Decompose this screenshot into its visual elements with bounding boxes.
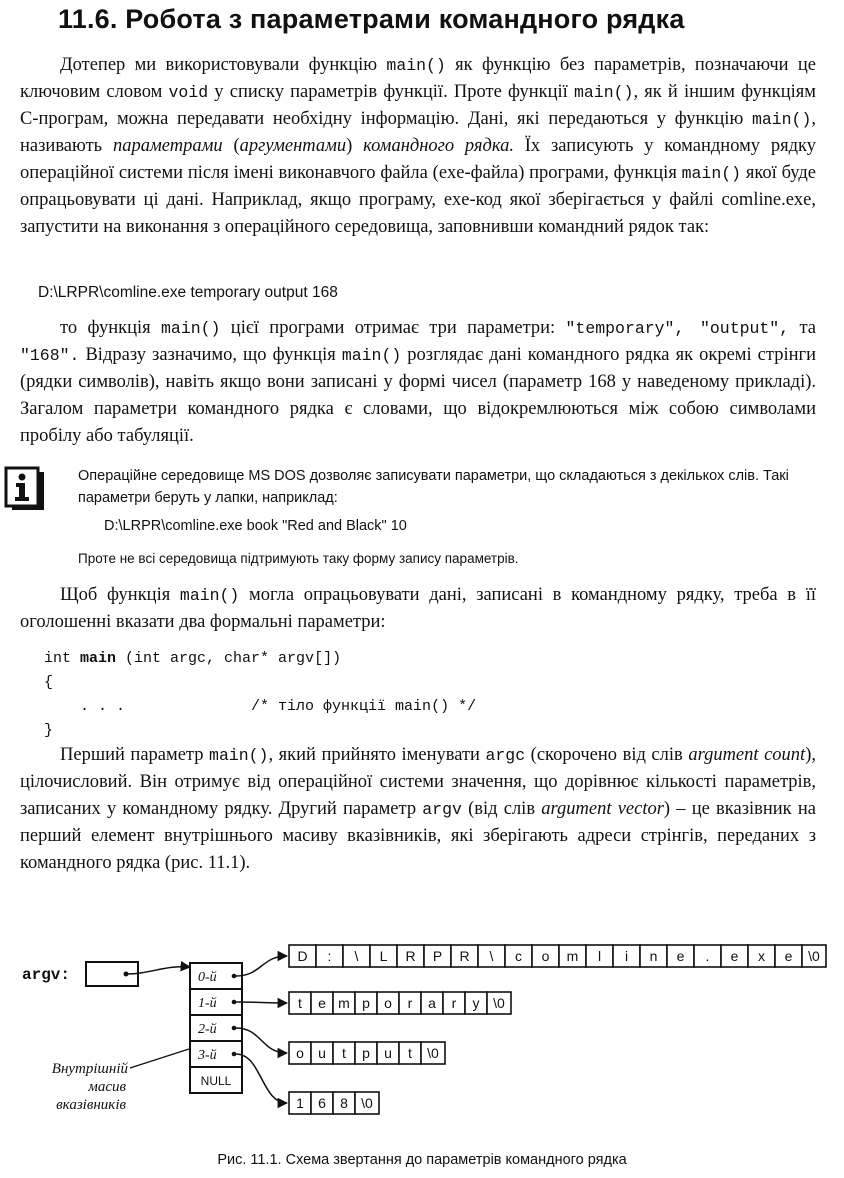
code-inline: void <box>168 83 209 102</box>
argv-memory-diagram <box>0 925 844 1145</box>
text: ( <box>222 136 240 156</box>
text: , який прийнято іменувати <box>268 745 486 765</box>
code-inline: main() <box>681 164 742 183</box>
text: та <box>789 318 816 338</box>
pointer-dot <box>232 1000 237 1005</box>
pointer-dot <box>232 974 237 979</box>
code-inline: main() <box>209 746 269 765</box>
text: розглядає дані командного рядка як окремі стрінги (рядки символів), навіть якщо вони записані у формі чисел (параметр 168 у наведеному прикладі). Загалом параметри командного рядка є словами, що відокремлюються між собою символами пробілу або табуляції. <box>20 345 816 446</box>
argv-label: argv: <box>22 966 71 984</box>
string-char: e <box>676 948 685 964</box>
string-char: \0 <box>493 995 505 1011</box>
text: , як й іншим функціям С-програм, можна передавати необхідну інформацію. Дані, які передаються у функцію <box>20 82 817 129</box>
code-inline: main() <box>161 319 221 338</box>
string-char: \0 <box>808 948 820 964</box>
side-label-line: Внутрішній <box>51 1061 128 1077</box>
code-inline: main() <box>751 110 812 129</box>
string-char: t <box>342 1045 346 1061</box>
string-char: \0 <box>361 1095 373 1111</box>
string-char: i <box>624 948 629 964</box>
string-char: a <box>428 995 436 1011</box>
string-char: t <box>408 1045 412 1061</box>
pointer-slot-label: 1-й <box>198 996 217 1011</box>
text: , називають <box>20 109 816 156</box>
string-char: . <box>705 948 710 964</box>
text: Дотепер ми використовували функцію <box>60 55 387 75</box>
note-command-example: D:\LRPR\comline.exe book "Red and Black" 10 <box>104 518 407 534</box>
string-char: L <box>379 948 388 964</box>
pointer-slot-label: NULL <box>200 1074 232 1088</box>
code-line: { <box>44 674 54 691</box>
string-char: o <box>296 1045 304 1061</box>
code-inline: main() <box>386 56 446 75</box>
string-char: c <box>515 948 522 964</box>
code-inline: main() <box>341 346 402 365</box>
string-char: D <box>297 948 308 964</box>
text: як функцію без параметрів, позначаючи це ключовим словом <box>20 55 817 102</box>
text: (скорочено від слів <box>525 745 689 765</box>
side-label-leader <box>130 1049 189 1068</box>
code-inline: "168". <box>20 346 80 365</box>
string-char: \ <box>489 948 494 964</box>
paragraph-argc-argv <box>20 742 816 877</box>
string-char: P <box>432 948 443 964</box>
text: ) – це вказівник на перший елемент внутрішнього масиву вказівників, які зберігають адреси стрінгів, переданих з командного рядка (рис. 11.1). <box>20 799 816 873</box>
string-char: e <box>784 948 793 964</box>
code-line: int main (int argc, char* argv[]) <box>44 650 342 667</box>
string-char: p <box>362 1045 370 1061</box>
section-heading: 11.6. Робота з параметрами командного рядка <box>58 4 685 34</box>
figure-caption: Рис. 11.1. Схема звертання до параметрів командного рядка <box>217 1152 627 1168</box>
italic-term: argument count <box>688 745 806 765</box>
note-text: Операційне середовище MS DOS дозволяє записувати параметри, що складаються з декількох слів. Такі параметри беруть у лапки, наприклад: <box>78 468 789 506</box>
pointer-arrow <box>236 956 287 976</box>
italic-term: аргументами <box>239 136 347 156</box>
code-inline: argv <box>422 800 462 819</box>
italic-term: параметрами <box>112 136 223 156</box>
text: ), цілочисловий. Він отримує від операційної системи значення, що дорівнює кількості параметрів, записаних у командному рядку. Другий параметр <box>20 745 816 819</box>
text: ) <box>346 136 364 156</box>
text: цієї програми отримає три параметри: <box>220 318 566 338</box>
text: (від слів <box>461 799 542 819</box>
string-char: l <box>597 948 602 964</box>
text: якої буде опрацьовувати ці дані. Наприклад, якщо програму, exe-код якої зберігається у файлі comline.exe, запустити на виконання з операційного середовища, заповнивши командний рядок так: <box>20 163 816 237</box>
code-block <box>44 647 476 743</box>
string-char: r <box>451 995 457 1011</box>
text: у списку параметрів функції. Проте функції <box>208 82 575 102</box>
string-char: p <box>362 995 370 1011</box>
text: Перший параметр <box>60 745 210 765</box>
code-inline: argc <box>485 746 526 765</box>
paragraph-declaration <box>20 582 816 636</box>
string-char: u <box>318 1045 326 1061</box>
string-char: x <box>758 948 765 964</box>
string-char: 8 <box>340 1095 348 1111</box>
string-char: t <box>298 995 302 1011</box>
string-char: \0 <box>427 1045 439 1061</box>
code-inline: main() <box>574 83 634 102</box>
string-char: o <box>541 948 550 964</box>
string-char: m <box>566 948 579 964</box>
code-inline: main() <box>179 586 240 605</box>
string-char: n <box>649 948 658 964</box>
pointer-slot-label: 0-й <box>198 970 217 985</box>
string-char: o <box>384 995 392 1011</box>
pointer-slot-label: 3-й <box>198 1048 217 1063</box>
pointer-dot <box>232 1052 237 1057</box>
string-char: e <box>730 948 739 964</box>
text: Їх записують у командному рядку операційної системи після імені виконавчого файла (exe-файла) програми, функція <box>20 136 816 183</box>
code-inline: "temporary", "output", <box>565 319 790 338</box>
note-footer: Проте не всі середовища підтримують таку форму запису параметрів. <box>78 551 519 566</box>
text: Відразу зазначимо, що функція <box>79 345 342 365</box>
code-line: } <box>44 722 54 739</box>
pointer-dot <box>232 1026 237 1031</box>
string-char: R <box>459 948 470 964</box>
text: могла опрацьовувати дані, записані в командному рядку, треба в її оголошенні вказати два формальні параметри: <box>20 585 816 632</box>
string-char: e <box>318 995 326 1011</box>
side-label-line: вказівників <box>56 1097 126 1113</box>
info-icon <box>4 466 46 512</box>
text: то функція <box>60 318 162 338</box>
paragraph-parameters <box>20 315 816 450</box>
code-line: . . . /* тіло функції main() */ <box>44 698 477 715</box>
command-line-example: D:\LRPR\comline.exe temporary output 168 <box>38 284 338 301</box>
paragraph-intro <box>20 52 816 241</box>
string-char: m <box>338 995 350 1011</box>
pointer-arrow <box>236 1028 287 1053</box>
side-label-line: масив <box>88 1079 126 1095</box>
string-char: u <box>384 1045 392 1061</box>
string-char: : <box>327 948 332 964</box>
pointer-slot-label: 2-й <box>198 1022 217 1037</box>
text: Щоб функція <box>60 585 180 605</box>
pointer-arrow <box>236 1054 287 1103</box>
italic-term: командного рядка. <box>363 136 514 156</box>
string-char: 6 <box>318 1095 326 1111</box>
string-arrays <box>289 945 826 1114</box>
string-char: 1 <box>296 1095 304 1111</box>
italic-term: argument vector <box>541 799 664 819</box>
string-char: y <box>472 995 480 1011</box>
pointer-arrow <box>236 1002 287 1003</box>
string-char: R <box>405 948 416 964</box>
string-char: r <box>407 995 413 1011</box>
string-char: \ <box>354 948 359 964</box>
